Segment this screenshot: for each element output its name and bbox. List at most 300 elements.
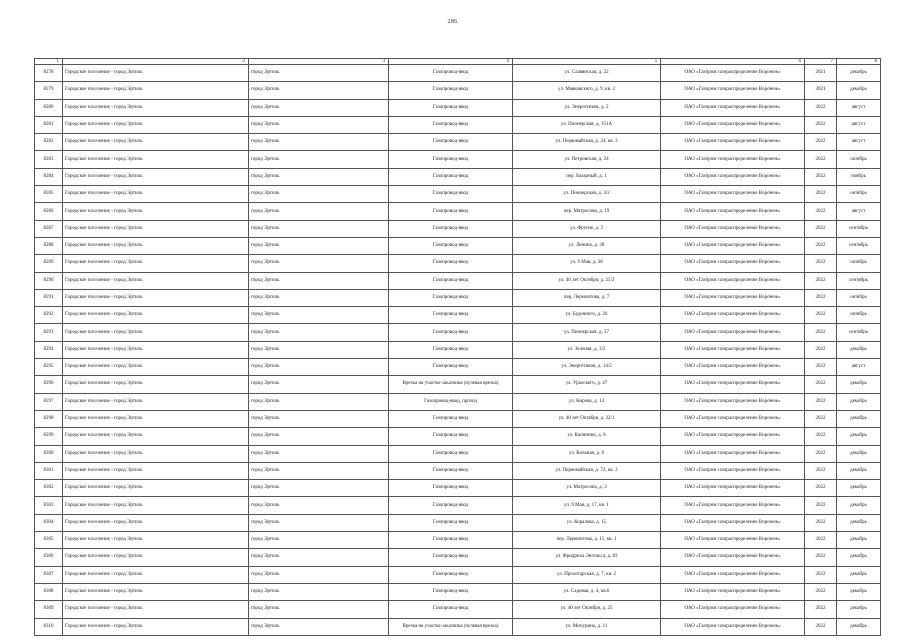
organization-cell: ОАО «Газпром газораспределение Воронеж» [661, 428, 805, 445]
organization-cell: ОАО «Газпром газораспределение Воронеж» [661, 203, 805, 220]
row-number-cell: 8293 [35, 324, 63, 341]
object-cell: Газопровод-ввод [389, 566, 513, 583]
month-cell: сентябрь [837, 324, 881, 341]
locality-cell: город Эртиль [249, 65, 389, 82]
table-row [35, 566, 881, 583]
row-number-cell: 8283 [35, 151, 63, 168]
settlement-cell: Городское поселение - город Эртиль [63, 549, 249, 566]
locality-cell: город Эртиль [249, 393, 389, 410]
locality-cell: город Эртиль [249, 99, 389, 116]
address-cell: ул. Ленина, д. 38 [513, 237, 661, 254]
row-number-cell: 8282 [35, 134, 63, 151]
table-row [35, 82, 881, 99]
address-cell: ул. 40 лет Октября, д. 32/1 [513, 410, 661, 427]
locality-cell: город Эртиль [249, 203, 389, 220]
month-cell: декабрь [837, 82, 881, 99]
settlement-cell: Городское поселение - город Эртиль [63, 445, 249, 462]
year-cell: 2022 [805, 410, 837, 427]
organization-cell: ОАО «Газпром газораспределение Воронеж» [661, 324, 805, 341]
address-cell: ул. Уралского, д. 47 [513, 376, 661, 393]
address-cell: ул. Садовая, д. 4, кв.6 [513, 583, 661, 600]
row-number-cell: 8285 [35, 186, 63, 203]
organization-cell: ОАО «Газпром газораспределение Воронеж» [661, 341, 805, 358]
table-row [35, 324, 881, 341]
table-row [35, 255, 881, 272]
settlement-cell: Городское поселение - город Эртиль [63, 462, 249, 479]
settlement-cell: Городское поселение - город Эртиль [63, 99, 249, 116]
table-row [35, 497, 881, 514]
table-row [35, 341, 881, 358]
column-header: 6 [661, 59, 805, 65]
month-cell: декабрь [837, 410, 881, 427]
object-cell: Газопровод-ввод [389, 255, 513, 272]
object-cell: Газопровод-ввод [389, 601, 513, 618]
table-row [35, 532, 881, 549]
month-cell: август [837, 99, 881, 116]
month-cell: август [837, 134, 881, 151]
month-cell: декабрь [837, 549, 881, 566]
address-cell: ул. Кирова, д. 14 [513, 393, 661, 410]
row-number-cell: 8301 [35, 462, 63, 479]
year-cell: 2022 [805, 359, 837, 376]
settlement-cell: Городское поселение - город Эртиль [63, 134, 249, 151]
year-cell: 2022 [805, 497, 837, 514]
row-number-cell: 8302 [35, 480, 63, 497]
month-cell: август [837, 203, 881, 220]
table-row [35, 393, 881, 410]
table-row [35, 549, 881, 566]
month-cell: сентябрь [837, 220, 881, 237]
organization-cell: ОАО «Газпром газораспределение Воронеж» [661, 220, 805, 237]
organization-cell: ОАО «Газпром газораспределение Воронеж» [661, 134, 805, 151]
month-cell: октябрь [837, 255, 881, 272]
locality-cell: город Эртиль [249, 618, 389, 635]
row-number-cell: 8278 [35, 65, 63, 82]
locality-cell: город Эртиль [249, 289, 389, 306]
settlement-cell: Городское поселение - город Эртиль [63, 480, 249, 497]
locality-cell: город Эртиль [249, 272, 389, 289]
object-cell: Газопровод-ввод [389, 116, 513, 133]
settlement-cell: Городское поселение - город Эртиль [63, 168, 249, 185]
locality-cell: город Эртиль [249, 255, 389, 272]
organization-cell: ОАО «Газпром газораспределение Воронеж» [661, 359, 805, 376]
month-cell: декабрь [837, 393, 881, 410]
table-row [35, 203, 881, 220]
month-cell: декабрь [837, 462, 881, 479]
organization-cell: ОАО «Газпром газораспределение Воронеж» [661, 116, 805, 133]
row-number-cell: 8297 [35, 393, 63, 410]
object-cell: Газопровод-ввод [389, 237, 513, 254]
locality-cell: город Эртиль [249, 445, 389, 462]
month-cell: октябрь [837, 186, 881, 203]
year-cell: 2022 [805, 376, 837, 393]
month-cell: октябрь [837, 289, 881, 306]
table-body [35, 65, 881, 636]
object-cell: Газопровод-ввод [389, 532, 513, 549]
table-row [35, 428, 881, 445]
settlement-cell: Городское поселение - город Эртиль [63, 116, 249, 133]
organization-cell: ОАО «Газпром газораспределение Воронеж» [661, 410, 805, 427]
settlement-cell: Городское поселение - город Эртиль [63, 237, 249, 254]
address-cell: ул. Коралева, д. 15 [513, 514, 661, 531]
year-cell: 2022 [805, 168, 837, 185]
object-cell: Газопровод-ввод [389, 445, 513, 462]
settlement-cell: Городское поселение - город Эртиль [63, 410, 249, 427]
row-number-cell: 8288 [35, 237, 63, 254]
locality-cell: город Эртиль [249, 116, 389, 133]
year-cell: 2022 [805, 480, 837, 497]
organization-cell: ОАО «Газпром газораспределение Воронеж» [661, 601, 805, 618]
year-cell: 2022 [805, 393, 837, 410]
object-cell: Газопровод-ввод [389, 99, 513, 116]
organization-cell: ОАО «Газпром газораспределение Воронеж» [661, 618, 805, 635]
column-header: 7 [805, 59, 837, 65]
organization-cell: ОАО «Газпром газораспределение Воронеж» [661, 99, 805, 116]
locality-cell: город Эртиль [249, 307, 389, 324]
row-number-cell: 8309 [35, 601, 63, 618]
row-number-cell: 8298 [35, 410, 63, 427]
settlement-cell: Городское поселение - город Эртиль [63, 532, 249, 549]
locality-cell: город Эртиль [249, 601, 389, 618]
month-cell: декабрь [837, 618, 881, 635]
object-cell: Газопровод-ввод [389, 341, 513, 358]
table-row [35, 410, 881, 427]
month-cell: декабрь [837, 341, 881, 358]
locality-cell: город Эртиль [249, 359, 389, 376]
organization-cell: ОАО «Газпром газораспределение Воронеж» [661, 289, 805, 306]
month-cell: декабрь [837, 601, 881, 618]
month-cell: сентябрь [837, 272, 881, 289]
settlement-cell: Городское поселение - город Эртиль [63, 307, 249, 324]
row-number-cell: 8300 [35, 445, 63, 462]
organization-cell: ОАО «Газпром газораспределение Воронеж» [661, 65, 805, 82]
year-cell: 2022 [805, 151, 837, 168]
locality-cell: город Эртиль [249, 583, 389, 600]
table-row [35, 186, 881, 203]
month-cell: ноябрь [837, 168, 881, 185]
object-cell: Газопровод-ввод [389, 203, 513, 220]
month-cell: август [837, 359, 881, 376]
locality-cell: город Эртиль [249, 220, 389, 237]
year-cell: 2021 [805, 65, 837, 82]
table-row [35, 376, 881, 393]
table-row [35, 116, 881, 133]
address-cell: ул. Пионерская, д. 3/2 [513, 186, 661, 203]
object-cell: Газопровод-ввод [389, 289, 513, 306]
year-cell: 2022 [805, 583, 837, 600]
row-number-cell: 8292 [35, 307, 63, 324]
organization-cell: ОАО «Газпром газораспределение Воронеж» [661, 82, 805, 99]
address-cell: ул. Первомайская, д. 24, кв. 3 [513, 134, 661, 151]
locality-cell: город Эртиль [249, 134, 389, 151]
object-cell: Газопровод-ввод [389, 65, 513, 82]
settlement-cell: Городское поселение - город Эртиль [63, 324, 249, 341]
year-cell: 2022 [805, 324, 837, 341]
column-header: 5 [513, 59, 661, 65]
year-cell: 2022 [805, 116, 837, 133]
object-cell: Газопровод-ввод, проход [389, 393, 513, 410]
month-cell: декабрь [837, 532, 881, 549]
address-cell: ул. Фрунзе, д. 3 [513, 220, 661, 237]
settlement-cell: Городское поселение - город Эртиль [63, 583, 249, 600]
locality-cell: город Эртиль [249, 82, 389, 99]
object-cell: Газопровод-ввод [389, 428, 513, 445]
address-cell: ул. Первомайская, д. 72, кв. 2 [513, 462, 661, 479]
address-cell: ул. Маяковского, д. 9, кв. 2 [513, 82, 661, 99]
year-cell: 2022 [805, 272, 837, 289]
object-cell: Газопровод-ввод [389, 82, 513, 99]
object-cell: Газопровод-ввод [389, 134, 513, 151]
organization-cell: ОАО «Газпром газораспределение Воронеж» [661, 307, 805, 324]
table-row [35, 445, 881, 462]
month-cell: сентябрь [837, 237, 881, 254]
object-cell: Врезка на участке заказчика (нулевая врезка) [389, 618, 513, 635]
column-header: 8 [837, 59, 881, 65]
organization-cell: ОАО «Газпром газораспределение Воронеж» [661, 462, 805, 479]
locality-cell: город Эртиль [249, 428, 389, 445]
settlement-cell: Городское поселение - город Эртиль [63, 65, 249, 82]
settlement-cell: Городское поселение - город Эртиль [63, 289, 249, 306]
organization-cell: ОАО «Газпром газораспределение Воронеж» [661, 255, 805, 272]
month-cell: декабрь [837, 65, 881, 82]
year-cell: 2022 [805, 445, 837, 462]
locality-cell: город Эртиль [249, 549, 389, 566]
address-cell: пер. Лермонтова, д. 7 [513, 289, 661, 306]
row-number-cell: 8303 [35, 497, 63, 514]
address-cell: ул. Энергетиков, д. 14/2 [513, 359, 661, 376]
object-cell: Газопровод-ввод [389, 151, 513, 168]
month-cell: декабрь [837, 566, 881, 583]
year-cell: 2022 [805, 618, 837, 635]
row-number-cell: 8289 [35, 255, 63, 272]
object-cell: Газопровод-ввод [389, 514, 513, 531]
column-header: 2 [63, 59, 249, 65]
settlement-cell: Городское поселение - город Эртиль [63, 601, 249, 618]
object-cell: Газопровод-ввод [389, 359, 513, 376]
address-cell: ул. Вольная, д. 8 [513, 445, 661, 462]
address-cell: ул. 9 Мая, д. 38 [513, 255, 661, 272]
settlement-cell: Городское поселение - город Эртиль [63, 428, 249, 445]
object-cell: Газопровод-ввод [389, 480, 513, 497]
row-number-cell: 8307 [35, 566, 63, 583]
row-number-cell: 8305 [35, 532, 63, 549]
locality-cell: город Эртиль [249, 532, 389, 549]
row-number-cell: 8310 [35, 618, 63, 635]
year-cell: 2022 [805, 134, 837, 151]
table-row [35, 220, 881, 237]
object-cell: Газопровод-ввод [389, 307, 513, 324]
locality-cell: город Эртиль [249, 376, 389, 393]
address-cell: пер. Базарный, д. 1 [513, 168, 661, 185]
organization-cell: ОАО «Газпром газораспределение Воронеж» [661, 393, 805, 410]
settlement-cell: Городское поселение - город Эртиль [63, 341, 249, 358]
settlement-cell: Городское поселение - город Эртиль [63, 220, 249, 237]
row-number-cell: 8287 [35, 220, 63, 237]
object-cell: Газопровод-ввод [389, 462, 513, 479]
organization-cell: ОАО «Газпром газораспределение Воронеж» [661, 237, 805, 254]
address-cell: ул. Пионерская, д. 37 [513, 324, 661, 341]
year-cell: 2022 [805, 186, 837, 203]
row-number-cell: 8291 [35, 289, 63, 306]
locality-cell: город Эртиль [249, 497, 389, 514]
organization-cell: ОАО «Газпром газораспределение Воронеж» [661, 272, 805, 289]
locality-cell: город Эртиль [249, 566, 389, 583]
address-cell: ул. Буденного, д. 26 [513, 307, 661, 324]
object-cell: Газопровод-ввод [389, 583, 513, 600]
settlement-cell: Городское поселение - город Эртиль [63, 359, 249, 376]
locality-cell: город Эртиль [249, 186, 389, 203]
settlement-cell: Городское поселение - город Эртиль [63, 514, 249, 531]
page-number: 286 [447, 19, 458, 25]
year-cell: 2022 [805, 203, 837, 220]
month-cell: декабрь [837, 497, 881, 514]
year-cell: 2022 [805, 99, 837, 116]
settlement-cell: Городское поселение - город Эртиль [63, 151, 249, 168]
column-header: 1 [35, 59, 63, 65]
locality-cell: город Эртиль [249, 480, 389, 497]
settlement-cell: Городское поселение - город Эртиль [63, 186, 249, 203]
table-row [35, 307, 881, 324]
settlement-cell: Городское поселение - город Эртиль [63, 272, 249, 289]
table-row [35, 514, 881, 531]
table-row [35, 272, 881, 289]
locality-cell: город Эртиль [249, 410, 389, 427]
row-number-cell: 8281 [35, 116, 63, 133]
settlement-cell: Городское поселение - город Эртиль [63, 82, 249, 99]
address-cell: ул. Петровская, д. 24 [513, 151, 661, 168]
month-cell: декабрь [837, 514, 881, 531]
organization-cell: ОАО «Газпром газораспределение Воронеж» [661, 566, 805, 583]
address-cell: ул. 9 Мая, д. 17, кв. 1 [513, 497, 661, 514]
locality-cell: город Эртиль [249, 324, 389, 341]
address-cell: ул. Энергетиков, д. 2 [513, 99, 661, 116]
address-cell: пер. Лермонтова, д. 11, кв. 1 [513, 532, 661, 549]
year-cell: 2022 [805, 566, 837, 583]
month-cell: декабрь [837, 583, 881, 600]
table-row [35, 237, 881, 254]
organization-cell: ОАО «Газпром газораспределение Воронеж» [661, 497, 805, 514]
organization-cell: ОАО «Газпром газораспределение Воронеж» [661, 514, 805, 531]
object-cell: Газопровод-ввод [389, 324, 513, 341]
year-cell: 2022 [805, 532, 837, 549]
settlement-cell: Городское поселение - город Эртиль [63, 393, 249, 410]
organization-cell: ОАО «Газпром газораспределение Воронеж» [661, 151, 805, 168]
object-cell: Газопровод-ввод [389, 186, 513, 203]
year-cell: 2022 [805, 307, 837, 324]
table-row [35, 462, 881, 479]
table-row [35, 151, 881, 168]
year-cell: 2021 [805, 82, 837, 99]
row-number-cell: 8295 [35, 359, 63, 376]
organization-cell: ОАО «Газпром газораспределение Воронеж» [661, 532, 805, 549]
year-cell: 2022 [805, 428, 837, 445]
row-number-cell: 8294 [35, 341, 63, 358]
table-row [35, 134, 881, 151]
year-cell: 2022 [805, 514, 837, 531]
table-row [35, 480, 881, 497]
locality-cell: город Эртиль [249, 168, 389, 185]
object-cell: Газопровод-ввод [389, 220, 513, 237]
address-cell: ул. Зеленая, д. 3/2 [513, 341, 661, 358]
table-row [35, 168, 881, 185]
settlement-cell: Городское поселение - город Эртиль [63, 255, 249, 272]
year-cell: 2022 [805, 341, 837, 358]
object-cell: Газопровод-ввод [389, 168, 513, 185]
table-row [35, 618, 881, 635]
row-number-cell: 8306 [35, 549, 63, 566]
row-number-cell: 8296 [35, 376, 63, 393]
row-number-cell: 8279 [35, 82, 63, 99]
address-cell: ул. Славянская, д. 22 [513, 65, 661, 82]
row-number-cell: 8284 [35, 168, 63, 185]
row-number-cell: 8299 [35, 428, 63, 445]
address-cell: ул. Калинина, д. 8 [513, 428, 661, 445]
locality-cell: город Эртиль [249, 514, 389, 531]
row-number-cell: 8304 [35, 514, 63, 531]
organization-cell: ОАО «Газпром газораспределение Воронеж» [661, 186, 805, 203]
row-number-cell: 8286 [35, 203, 63, 220]
year-cell: 2022 [805, 237, 837, 254]
table-row [35, 601, 881, 618]
locality-cell: город Эртиль [249, 151, 389, 168]
year-cell: 2022 [805, 601, 837, 618]
object-cell: Газопровод-ввод [389, 497, 513, 514]
organization-cell: ОАО «Газпром газораспределение Воронеж» [661, 480, 805, 497]
column-header: 4 [389, 59, 513, 65]
table-row [35, 99, 881, 116]
object-cell: Газопровод-ввод [389, 549, 513, 566]
row-number-cell: 8308 [35, 583, 63, 600]
settlement-cell: Городское поселение - город Эртиль [63, 566, 249, 583]
settlement-cell: Городское поселение - город Эртиль [63, 203, 249, 220]
table-row [35, 583, 881, 600]
settlement-cell: Городское поселение - город Эртиль [63, 618, 249, 635]
month-cell: декабрь [837, 428, 881, 445]
table-row [35, 289, 881, 306]
settlement-cell: Городское поселение - город Эртиль [63, 497, 249, 514]
address-cell: ул. Пролетарская, д. 7, кв. 2 [513, 566, 661, 583]
locality-cell: город Эртиль [249, 462, 389, 479]
locality-cell: город Эртиль [249, 237, 389, 254]
address-cell: ул. Матросова, д. 3 [513, 480, 661, 497]
address-cell: ул. 40 лет Октября, д. 25/2 [513, 272, 661, 289]
address-cell: пер. Матросова, д. 19 [513, 203, 661, 220]
month-cell: октябрь [837, 307, 881, 324]
month-cell: декабрь [837, 480, 881, 497]
organization-cell: ОАО «Газпром газораспределение Воронеж» [661, 445, 805, 462]
table-row [35, 359, 881, 376]
locality-cell: город Эртиль [249, 341, 389, 358]
address-cell: ул. Мичурина, д. 11 [513, 618, 661, 635]
gasification-schedule-table [34, 58, 881, 636]
settlement-cell: Городское поселение - город Эртиль [63, 376, 249, 393]
table-row [35, 65, 881, 82]
month-cell: август [837, 116, 881, 133]
row-number-cell: 8280 [35, 99, 63, 116]
address-cell: ул. 40 лет Октября, д. 25 [513, 601, 661, 618]
organization-cell: ОАО «Газпром газораспределение Воронеж» [661, 376, 805, 393]
object-cell: Газопровод-ввод [389, 410, 513, 427]
year-cell: 2022 [805, 220, 837, 237]
month-cell: октябрь [837, 151, 881, 168]
year-cell: 2022 [805, 255, 837, 272]
year-cell: 2022 [805, 549, 837, 566]
year-cell: 2022 [805, 289, 837, 306]
month-cell: декабрь [837, 376, 881, 393]
row-number-cell: 8290 [35, 272, 63, 289]
organization-cell: ОАО «Газпром газораспределение Воронеж» [661, 549, 805, 566]
column-header: 3 [249, 59, 389, 65]
